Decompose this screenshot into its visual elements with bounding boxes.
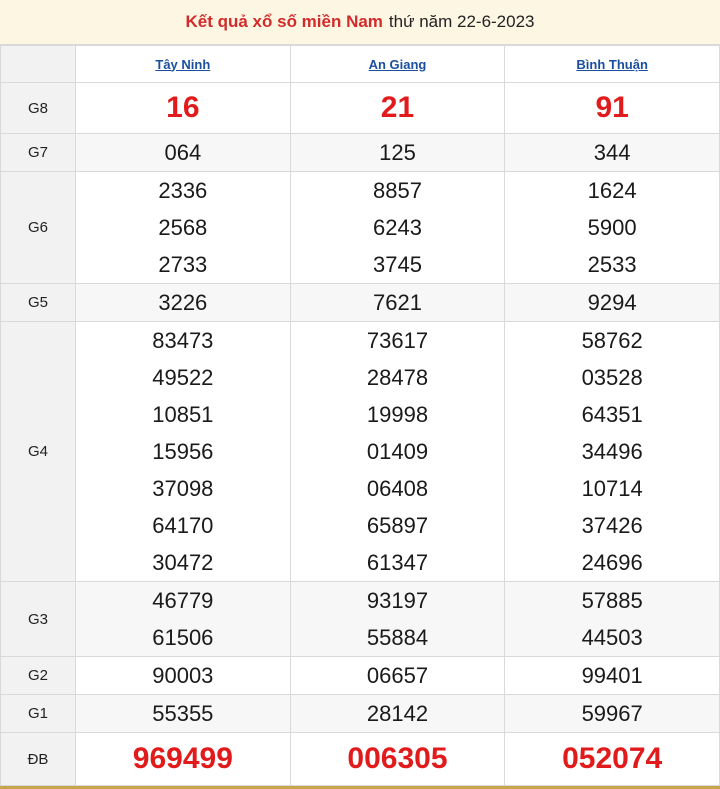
prize-numbers [290, 733, 505, 786]
prize-numbers [290, 83, 505, 134]
prize-numbers [290, 134, 505, 172]
table-row [1, 172, 720, 284]
prize-numbers [290, 322, 505, 582]
table-row [1, 284, 720, 322]
number: 37098 [152, 476, 214, 501]
number: 3745 [373, 252, 422, 277]
prize-numbers [76, 322, 291, 582]
number: 21 [380, 91, 415, 124]
prize-numbers [290, 695, 505, 733]
table-row [1, 83, 720, 134]
prize-label: G3 [1, 582, 76, 657]
prize-label: G1 [1, 695, 76, 733]
page-title-date: thứ năm 22-6-2023 [388, 12, 535, 31]
prize-numbers [76, 695, 291, 733]
number: 01409 [366, 439, 429, 464]
number: 46779 [152, 588, 214, 613]
prize-numbers [505, 582, 720, 657]
prize-label: G2 [1, 657, 76, 695]
number: 73617 [366, 328, 429, 353]
number: 57885 [581, 588, 643, 613]
number: 06657 [366, 663, 429, 688]
number: 64170 [152, 513, 214, 538]
column-header-2 [505, 46, 720, 83]
number: 58762 [581, 328, 643, 353]
number: 344 [593, 140, 631, 165]
number: 2533 [587, 252, 637, 277]
number: 1624 [587, 178, 637, 203]
prize-label: G4 [1, 322, 76, 582]
prize-numbers [76, 582, 291, 657]
number: 2733 [158, 252, 208, 277]
number: 61506 [152, 625, 214, 650]
number: 10714 [581, 476, 643, 501]
number: 34496 [581, 439, 643, 464]
prize-numbers [505, 172, 720, 284]
prize-numbers [76, 733, 291, 786]
prize-numbers [76, 172, 291, 284]
number: 969499 [132, 742, 233, 775]
number: 2568 [158, 215, 208, 240]
number: 55884 [366, 625, 429, 650]
prize-numbers [290, 657, 505, 695]
page-title [0, 0, 720, 45]
number: 15956 [152, 439, 214, 464]
number: 2336 [158, 178, 208, 203]
table-row [1, 582, 720, 657]
number: 55355 [152, 701, 214, 726]
number: 30472 [152, 550, 214, 575]
number: 10851 [152, 402, 214, 427]
number: 28478 [366, 365, 429, 390]
prize-numbers [505, 284, 720, 322]
prize-numbers [505, 695, 720, 733]
number: 93197 [366, 588, 429, 613]
prize-numbers [76, 657, 291, 695]
table-row [1, 733, 720, 786]
column-header-1 [290, 46, 505, 83]
table-header-row [1, 46, 720, 83]
number: 83473 [152, 328, 214, 353]
prize-label: G6 [1, 172, 76, 284]
results-table [0, 45, 720, 786]
prize-numbers [290, 284, 505, 322]
table-corner-cell [1, 46, 76, 83]
prize-numbers [76, 83, 291, 134]
prize-label: ĐB [1, 733, 76, 786]
column-header-0 [76, 46, 291, 83]
number: 03528 [581, 365, 643, 390]
prize-label: G8 [1, 83, 76, 134]
number: 9294 [587, 290, 637, 315]
number: 6243 [373, 215, 422, 240]
page-title-link[interactable]: Kết quả xổ số miền Nam [185, 12, 383, 31]
table-row [1, 695, 720, 733]
prize-numbers [505, 733, 720, 786]
number: 99401 [581, 663, 643, 688]
number: 49522 [152, 365, 214, 390]
province-link-tay-ninh[interactable]: Tây Ninh [155, 56, 211, 72]
number: 3226 [158, 290, 208, 315]
number: 24696 [581, 550, 643, 575]
number: 052074 [562, 742, 663, 775]
prize-label: G5 [1, 284, 76, 322]
number: 06408 [366, 476, 429, 501]
number: 37426 [581, 513, 643, 538]
province-link-an-giang[interactable]: An Giang [368, 56, 427, 72]
number: 7621 [373, 290, 422, 315]
number: 16 [166, 91, 200, 124]
number: 64351 [581, 402, 643, 427]
prize-numbers [76, 134, 291, 172]
prize-numbers [505, 83, 720, 134]
prize-numbers [505, 322, 720, 582]
table-row [1, 657, 720, 695]
number: 8857 [373, 178, 422, 203]
prize-numbers [290, 582, 505, 657]
prize-label: G7 [1, 134, 76, 172]
number: 006305 [347, 742, 448, 775]
prize-numbers [290, 172, 505, 284]
prize-numbers [76, 284, 291, 322]
number: 5900 [587, 215, 637, 240]
province-link-binh-thuan[interactable]: Bình Thuận [576, 56, 648, 72]
number: 064 [164, 140, 202, 165]
number: 125 [379, 140, 416, 165]
number: 19998 [366, 402, 429, 427]
prize-numbers [505, 657, 720, 695]
number: 90003 [152, 663, 214, 688]
number: 28142 [366, 701, 429, 726]
table-row [1, 134, 720, 172]
table-row [1, 322, 720, 582]
number: 65897 [366, 513, 429, 538]
number: 61347 [366, 550, 429, 575]
number: 91 [595, 91, 629, 124]
number: 59967 [581, 701, 643, 726]
prize-numbers [505, 134, 720, 172]
number: 44503 [581, 625, 643, 650]
